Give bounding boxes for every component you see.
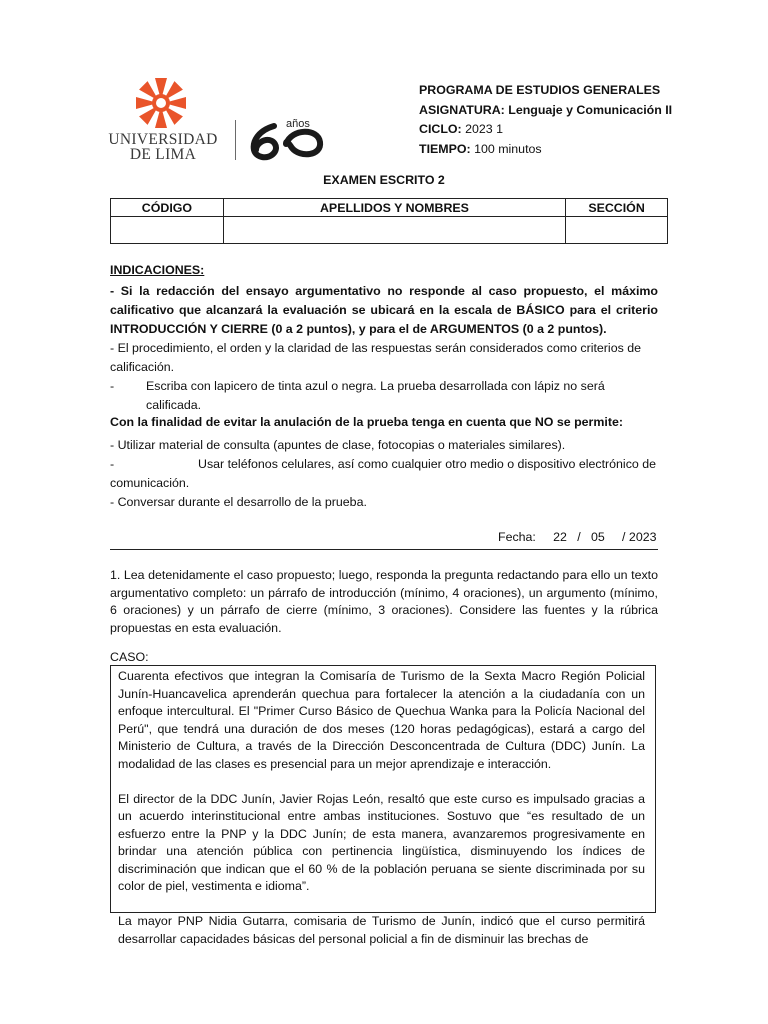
indications-title: INDICACIONES: [110, 263, 205, 277]
indication-item-3-text: Escriba con lapicero de tinta azul o negra. La prueba desarrollada con lápiz no será calificada. [146, 379, 605, 412]
case-box [110, 665, 656, 946]
subject-label: ASIGNATURA: [419, 102, 505, 117]
indications-section [110, 261, 658, 415]
prohibition-item-2-cont: comunicación. [110, 476, 190, 490]
university-name-line1: UNIVERSIDAD [108, 131, 218, 148]
question-1: 1. Lea detenidamente el caso propuesto; luego, responda la pregunta redactando para ello un texto argumentativo completo: un párrafo de introducción (mínimo, 4 oraciones), un argumento (mínimo, 6 oraciones) y un párrafo de cierre (mínimo, 3 oraciones). Considere las fuentes y la rúbrica propuestas en esta evaluación. [110, 568, 658, 635]
case-paragraph-3: La mayor PNP Nidia Gutarra, comisaria de Turismo de Junín, indicó que el curso permitirá desarrollar capacidades básicas del personal policial a fin de disminuir las brechas de [118, 914, 645, 946]
logo-divider [235, 120, 236, 160]
column-header-nombres: APELLIDOS Y NOMBRES [223, 199, 565, 217]
cycle-label: CICLO: [419, 122, 462, 136]
prohibitions-title: Con la finalidad de evitar la anulación de la prueba tenga en cuenta que NO se permite: [110, 415, 623, 429]
cycle-value: 2023 1 [465, 122, 504, 136]
time-line [419, 140, 672, 160]
codigo-field[interactable] [111, 217, 224, 244]
indication-dash: - [110, 379, 115, 393]
prohibition-item-2 [110, 455, 682, 474]
prohibition-item-2-text: Usar teléfonos celulares, así como cualquier otro medio o dispositivo electrónico de [198, 457, 656, 471]
column-header-seccion: SECCIÓN [566, 199, 668, 217]
table-header-row [111, 199, 668, 217]
student-info-table [110, 198, 668, 244]
case-label: CASO: [110, 650, 149, 664]
prohibitions-section [110, 413, 682, 512]
time-label: TIEMPO: [419, 141, 471, 156]
anniversary-word: años [286, 118, 310, 130]
university-logo [98, 76, 338, 166]
column-header-codigo: CÓDIGO [111, 199, 224, 217]
subject-line [419, 101, 672, 121]
prohibition-item-3: - Conversar durante el desarrollo de la prueba. [110, 495, 367, 509]
table-row [111, 217, 668, 244]
indication-item-3 [110, 377, 658, 415]
subject-value: Lenguaje y Comunicación II [508, 102, 673, 117]
university-name [98, 132, 228, 162]
star-logo-icon [120, 76, 202, 134]
exam-title: EXAMEN ESCRITO 2 [323, 173, 445, 187]
case-paragraph-2: El director de la DDC Junín, Javier Rojas León, resaltó que este curso es impulsado gracias a un acuerdo interinstitucional entre ambas instituciones. Sostuvo que “es resultado de un esfuerzo entre la PNP y la DDC Junín; de esta manera, avanzaremos progresivamente en brindar una atención pública con pertinencia lingüística, disminuyendo los índices de discriminación que indican que el 60 % de la población peruana se siente discriminada por su color de piel, vestimenta e idioma”. [118, 791, 645, 893]
date-label: Fecha: [498, 530, 536, 544]
seccion-field[interactable] [566, 217, 668, 244]
prohibition-dash: - [110, 457, 115, 471]
exam-date: Fecha: 22 / 05 / 2023 [498, 530, 657, 544]
case-paragraph-1: Cuarenta efectivos que integran la Comisaría de Turismo de la Sexta Macro Región Policial Junín-Huancavelica aprenderán quechua para fortalecer la atención a la ciudadanía con un enfoque intercultural. El "Primer Curso Básico de Quechua Wanka para la Policía Nacional del Perú", que tendrá una duración de dos meses (120 horas pedagógicas), estará a cargo del Ministerio de Cultura, a través de la Dirección Desconcentrada de Cultura (DDC) Junín. La modalidad de las clases es presencial para un mejor aprendizaje e interacción. [118, 669, 645, 771]
cycle-line [419, 120, 672, 140]
indication-item-2: - El procedimiento, el orden y la claridad de las respuestas serán considerados como criterios de calificación. [110, 341, 642, 374]
university-name-line2: DE LIMA [129, 146, 197, 163]
program-title: PROGRAMA DE ESTUDIOS GENERALES [419, 83, 661, 97]
nombres-field[interactable] [223, 217, 565, 244]
course-header [419, 81, 672, 159]
time-value: 100 minutos [474, 141, 542, 156]
date-year: 2023 [628, 530, 657, 544]
indication-item-1: - Si la redacción del ensayo argumentativo no responde al caso propuesto, el máximo calificativo que alcanzará la evaluación se ubicará en la escala de BÁSICO para el criterio INTRODUCCIÓN Y CIERRE (0 a 2 puntos), y para el de ARGUMENTOS (0 a 2 puntos). [110, 284, 658, 336]
date-month: 05 [591, 530, 605, 544]
prohibition-item-1: - Utilizar material de consulta (apuntes de clase, fotocopias o materiales similares). [110, 438, 566, 452]
date-divider [110, 549, 658, 550]
date-day: 22 [553, 530, 567, 544]
